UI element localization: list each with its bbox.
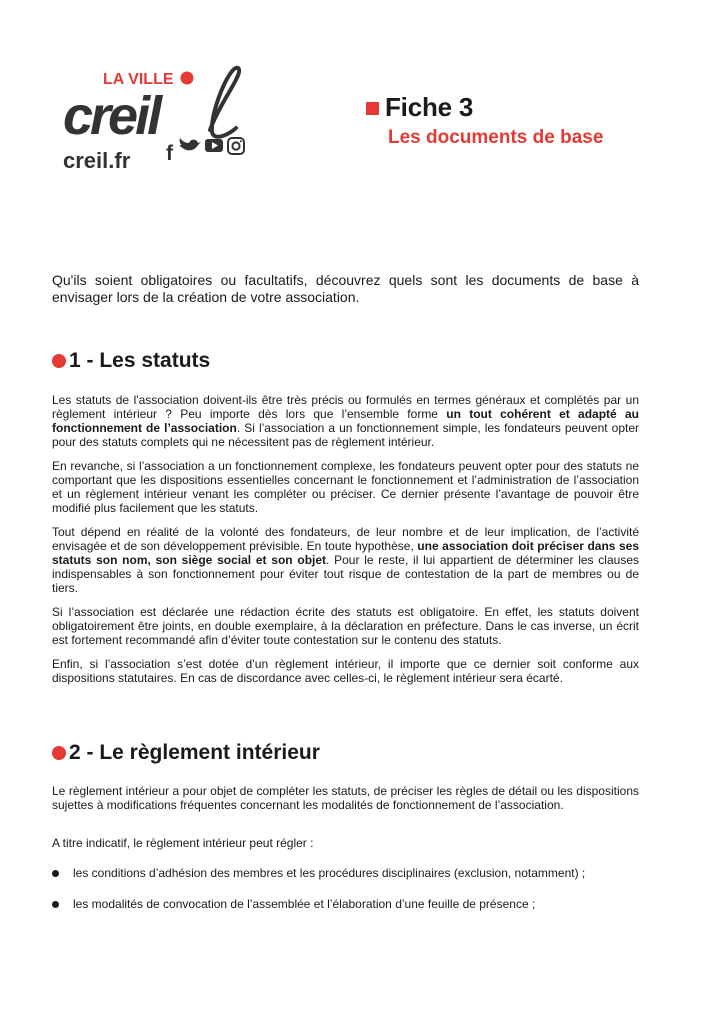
fiche-title-line [366,92,603,123]
section-2-heading [52,741,320,765]
svg-text:f: f [166,142,173,165]
logo-wordmark: creil [63,86,160,146]
bold-text: un tout cohérent et adapté au fonctionnement de l’association [52,407,639,435]
section-1-title: 1 - Les statuts [69,349,211,372]
indicatif-line: A titre indicatif, le règlement intérieur peut régler : [52,836,314,850]
intro-paragraph: Qu'ils soient obligatoires ou facultatifs, découvrez quels sont les documents de base à envisager lors de la création de votre association. [52,272,639,305]
fiche-subtitle: Les documents de base [388,127,604,148]
twitter-icon[interactable] [180,138,201,150]
list-item-text: les conditions d’adhésion des membres et les procédures disciplinaires (exclusion, notamment) ; [73,866,586,880]
section-1-heading [52,349,210,373]
statuts-paragraph-1 [52,393,639,449]
fiche-header [366,92,603,149]
fiche-title: Fiche 3 [385,92,474,122]
bullet-dot [52,901,59,908]
text-span: . Pour le reste, il lui appartient de déterminer les clauses indispensables à son fonctionnement pour éviter tout risque de contestation de la part de membres ou de tiers. [52,553,639,595]
statuts-paragraph-2: En revanche, si l’association a un fonctionnement complexe, les fondateurs peuvent opter pour des statuts ne comportant que les dispositions essentielles concernant le fonctionnement et l’administration de l’association et un règlement intérieur venant les compléter ou préciser. Ce dernier présente l’avantage de pouvoir être modifié plus facilement que les statuts. [52,459,639,515]
bullet-dot [52,870,59,877]
statuts-paragraph-4: Si l’association est déclarée une rédaction écrite des statuts est obligatoire. En effet, les statuts doivent obligatoirement être joints, en double exemplaire, à la déclaration en préfecture. Dans le cas inverse, un écrit est fortement recommandé afin d’éviter toute contestation sur le contenu des statuts. [52,605,639,647]
red-bullet-dot [52,746,66,760]
logo-swash [210,68,239,137]
logo-red-dot [181,72,194,85]
red-square-marker [366,102,379,115]
text-span: Tout dépend en réalité de la volonté des fondateurs, de leur nombre et de leur implication, de l’activité envisagée et de son développement prévisible. En toute hypothèse, [52,525,639,553]
text-span: . Si l’association a un fonctionnement simple, les fondateurs peuvent opter pour des statuts complets qui ne nécessitent pas de règlement intérieur. [52,421,640,449]
text-span: Les statuts de l'association doivent-ils être très précis ou formulés en termes généraux et complétés par un règlement intérieur ? Peu importe dès lors que l’ensemble forme [52,393,639,421]
red-bullet-dot [52,354,66,368]
youtube-icon[interactable] [205,139,223,152]
section-2-body [52,784,639,822]
list-item-text: les modalités de convocation de l’assemblée et l’élaboration d’une feuille de présence ; [73,897,536,911]
bold-text: une association doit préciser dans ses statuts son nom, son siège social et son objet [52,539,639,567]
reglement-paragraph-1: Le règlement intérieur a pour objet de compléter les statuts, de préciser les règles de détail ou les dispositions sujettes à modifications fréquentes concernant les modalités de fonctionnement de l’association. [52,784,639,812]
section-1-body [52,393,639,695]
section-2-title: 2 - Le règlement intérieur [69,741,320,764]
logo-graphic [60,62,260,180]
list-item [52,897,535,911]
instagram-icon[interactable] [228,138,244,154]
creil-logo [60,62,260,180]
logo-la-ville: LA VILLE [103,71,174,88]
list-item [52,866,585,880]
statuts-paragraph-3 [52,525,639,595]
facebook-icon[interactable] [166,142,174,165]
statuts-paragraph-5: Enfin, si l’association s’est dotée d’un règlement intérieur, il importe que ce dernier soit conforme aux dispositions statutaires. En cas de discordance avec celles-ci, le règlement intérieur sera écarté. [52,657,639,685]
logo-site: creil.fr [63,148,131,173]
